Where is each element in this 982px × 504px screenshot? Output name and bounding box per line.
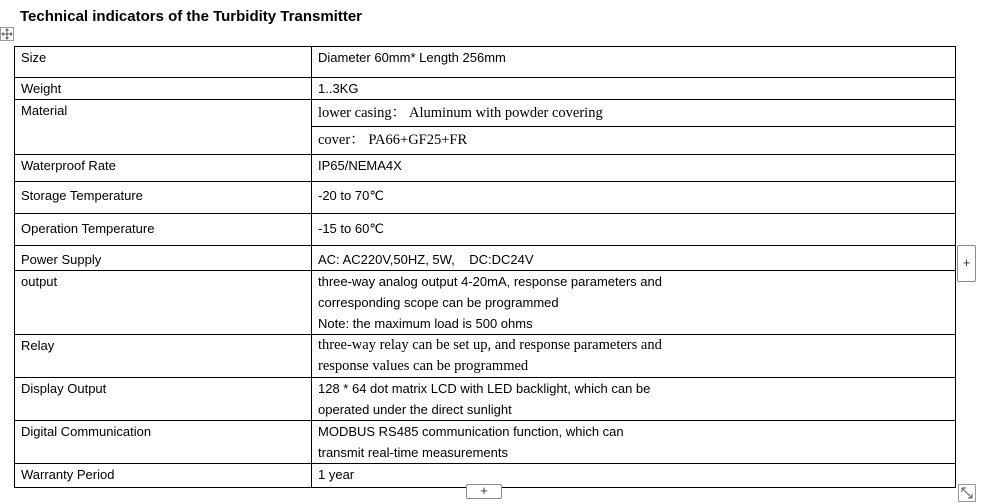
table-row: [15, 214, 956, 246]
table-row: [15, 78, 956, 100]
row-label: Operation Temperature: [15, 214, 312, 246]
material-casing: lower casing： Aluminum with powder covering: [318, 105, 603, 121]
value-line: MODBUS RS485 communication function, which can: [318, 424, 624, 439]
table-move-handle[interactable]: [0, 27, 14, 41]
table-row: [15, 155, 956, 182]
row-label: Weight: [15, 78, 312, 100]
row-label: Power Supply: [15, 246, 312, 271]
row-value: [312, 100, 956, 155]
row-value: [312, 271, 956, 335]
row-value: -15 to 60℃: [312, 214, 956, 246]
table-row: [15, 100, 956, 155]
row-label: Warranty Period: [15, 464, 312, 488]
row-label: Storage Temperature: [15, 182, 312, 214]
row-label: Material: [15, 100, 312, 155]
row-value: IP65/NEMA4X: [312, 155, 956, 182]
row-value: [312, 335, 956, 378]
table-resize-handle[interactable]: [958, 484, 976, 502]
row-value: Diameter 60mm* Length 256mm: [312, 47, 956, 78]
spec-table: [14, 46, 956, 488]
document-title: Technical indicators of the Turbidity Transmitter: [20, 8, 362, 25]
value-line: three-way analog output 4-20mA, response parameters and: [318, 274, 662, 289]
value-line: three-way relay can be set up, and response parameters and: [318, 337, 662, 353]
row-label: Digital Communication: [15, 421, 312, 464]
value-line: transmit real-time measurements: [318, 445, 508, 460]
add-row-button[interactable]: +: [466, 484, 502, 499]
row-value: AC: AC220V,50HZ, 5W, DC:DC24V: [312, 246, 956, 271]
row-value: [312, 421, 956, 464]
add-column-button[interactable]: +: [957, 245, 976, 282]
table-row: [15, 246, 956, 271]
row-value: -20 to 70℃: [312, 182, 956, 214]
row-label: Size: [15, 47, 312, 78]
resize-diagonal-icon: [959, 485, 975, 501]
row-label: Display Output: [15, 378, 312, 421]
row-value: 1..3KG: [312, 78, 956, 100]
row-label: Relay: [15, 335, 312, 378]
table-row: [15, 335, 956, 378]
value-line: operated under the direct sunlight: [318, 402, 512, 417]
move-arrows-icon: [1, 28, 13, 40]
table-row: [15, 271, 956, 335]
value-line: 128 * 64 dot matrix LCD with LED backlight, which can be: [318, 381, 651, 396]
table-row: [15, 421, 956, 464]
table-row: [15, 182, 956, 214]
table-row: [15, 47, 956, 78]
row-value: 1 year: [312, 464, 956, 488]
material-cover: cover： PA66+GF25+FR: [312, 126, 955, 154]
value-line: Note: the maximum load is 500 ohms: [318, 316, 533, 331]
row-value: [312, 378, 956, 421]
row-label: Waterproof Rate: [15, 155, 312, 182]
table-row: [15, 378, 956, 421]
value-line: corresponding scope can be programmed: [318, 295, 559, 310]
value-line: response values can be programmed: [318, 358, 529, 374]
row-label: output: [15, 271, 312, 335]
